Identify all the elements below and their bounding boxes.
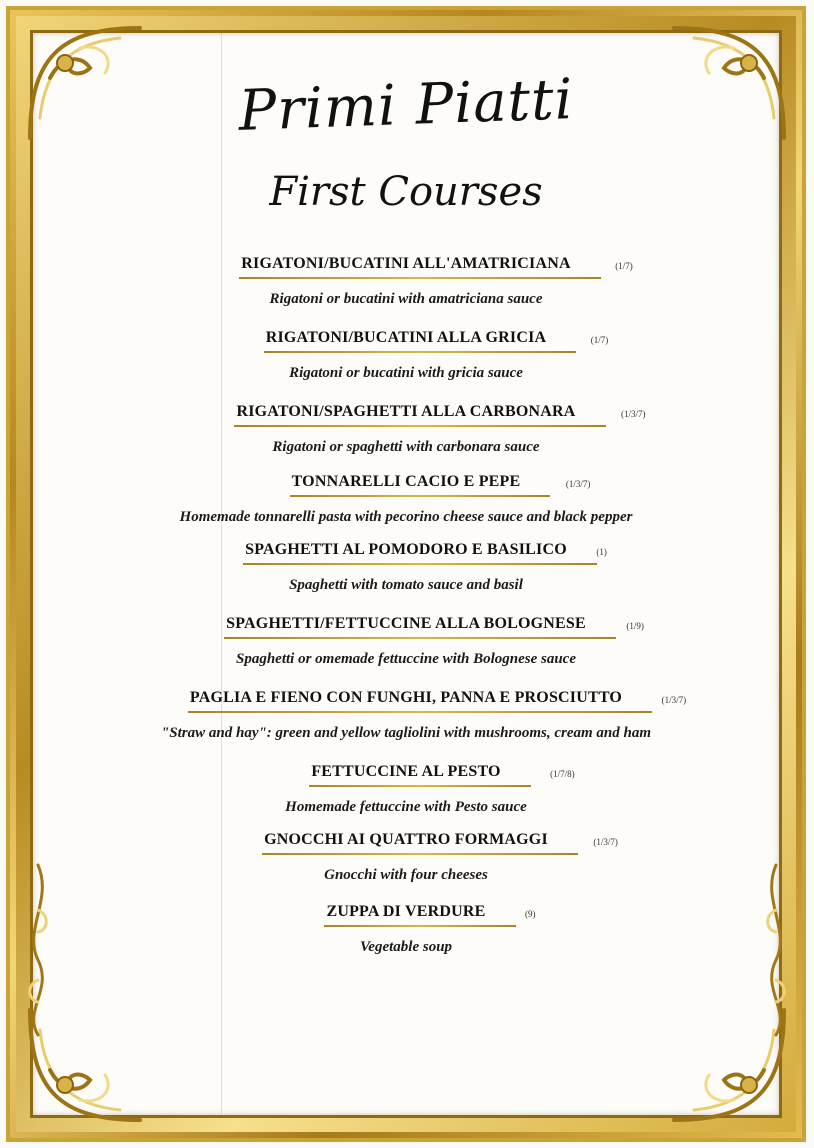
dish-underline xyxy=(309,785,530,787)
dish-header xyxy=(226,615,644,639)
dish-allergens: (1) xyxy=(596,547,607,557)
dish-allergens: (9) xyxy=(525,909,536,919)
dish-header xyxy=(236,403,646,427)
dish-description: Homemade tonnarelli pasta with pecorino cheese sauce and black pepper xyxy=(179,509,633,525)
dish-name: RIGATONI/BUCATINI ALLA GRICIA xyxy=(265,329,547,346)
dish-description: Rigatoni or bucatini with amatriciana sauce xyxy=(269,291,543,307)
dish-header xyxy=(264,831,618,855)
dish-description: Spaghetti with tomato sauce and basil xyxy=(289,577,523,593)
dish-item xyxy=(33,689,779,742)
dish-item xyxy=(33,831,779,884)
dish-item xyxy=(33,403,779,456)
dish-allergens: (1/7) xyxy=(590,335,609,345)
dish-description: Gnocchi with four cheeses xyxy=(324,867,488,883)
dish-name: SPAGHETTI AL POMODORO E BASILICO xyxy=(245,541,567,558)
dish-allergens: (1/3/7) xyxy=(661,695,687,705)
dish-header xyxy=(189,689,687,713)
dish-underline xyxy=(188,711,652,713)
dish-name: SPAGHETTI/FETTUCCINE ALLA BOLOGNESE xyxy=(226,615,586,632)
dish-header xyxy=(326,903,536,927)
menu-content xyxy=(33,33,779,1115)
dish-description: Rigatoni or bucatini with gricia sauce xyxy=(289,365,523,381)
dish-underline xyxy=(290,495,551,497)
menu-title: Primi Piatti xyxy=(237,67,575,144)
dish-allergens: (1/3/7) xyxy=(565,479,591,489)
dish-item xyxy=(33,329,779,382)
dish-description: "Straw and hay": green and yellow tagliolini with mushrooms, cream and ham xyxy=(160,725,652,741)
dish-name: TONNARELLI CACIO E PEPE xyxy=(291,473,521,490)
dish-underline xyxy=(243,563,597,565)
dish-underline xyxy=(324,925,515,927)
dish-header xyxy=(265,329,609,353)
dish-item xyxy=(33,903,779,956)
dish-name: GNOCCHI AI QUATTRO FORMAGGI xyxy=(264,831,548,848)
dish-header xyxy=(311,763,575,787)
dish-underline xyxy=(262,853,578,855)
dish-underline xyxy=(224,637,616,639)
dish-allergens: (1/9) xyxy=(626,621,644,631)
dish-item xyxy=(33,473,779,526)
dish-underline xyxy=(234,425,605,427)
dish-name: RIGATONI/SPAGHETTI ALLA CARBONARA xyxy=(236,403,576,420)
dish-name: PAGLIA E FIENO CON FUNGHI, PANNA E PROSCIUTTO xyxy=(189,689,623,706)
dish-description: Spaghetti or omemade fettuccine with Bolognese sauce xyxy=(236,651,576,667)
dish-item xyxy=(33,255,779,308)
dish-description: Rigatoni or spaghetti with carbonara sauce xyxy=(272,439,540,455)
dish-description: Vegetable soup xyxy=(359,939,453,955)
dish-allergens: (1/3/7) xyxy=(621,409,646,419)
dish-allergens: (1/7) xyxy=(615,261,633,271)
dish-allergens: (1/3/7) xyxy=(593,837,618,847)
dish-item xyxy=(33,615,779,668)
menu-subtitle: First Courses xyxy=(269,169,543,215)
dish-header xyxy=(241,255,633,279)
dish-name: RIGATONI/BUCATINI ALL'AMATRICIANA xyxy=(241,255,571,272)
dish-header xyxy=(245,541,607,565)
dish-underline xyxy=(264,351,577,353)
dish-description: Homemade fettuccine with Pesto sauce xyxy=(285,799,527,815)
dish-item xyxy=(33,541,779,594)
dish-item xyxy=(33,763,779,816)
dish-name: FETTUCCINE AL PESTO xyxy=(311,763,501,780)
dish-allergens: (1/7/8) xyxy=(550,769,575,779)
dish-header xyxy=(291,473,591,497)
dish-underline xyxy=(239,277,600,279)
dish-name: ZUPPA DI VERDURE xyxy=(326,903,486,920)
